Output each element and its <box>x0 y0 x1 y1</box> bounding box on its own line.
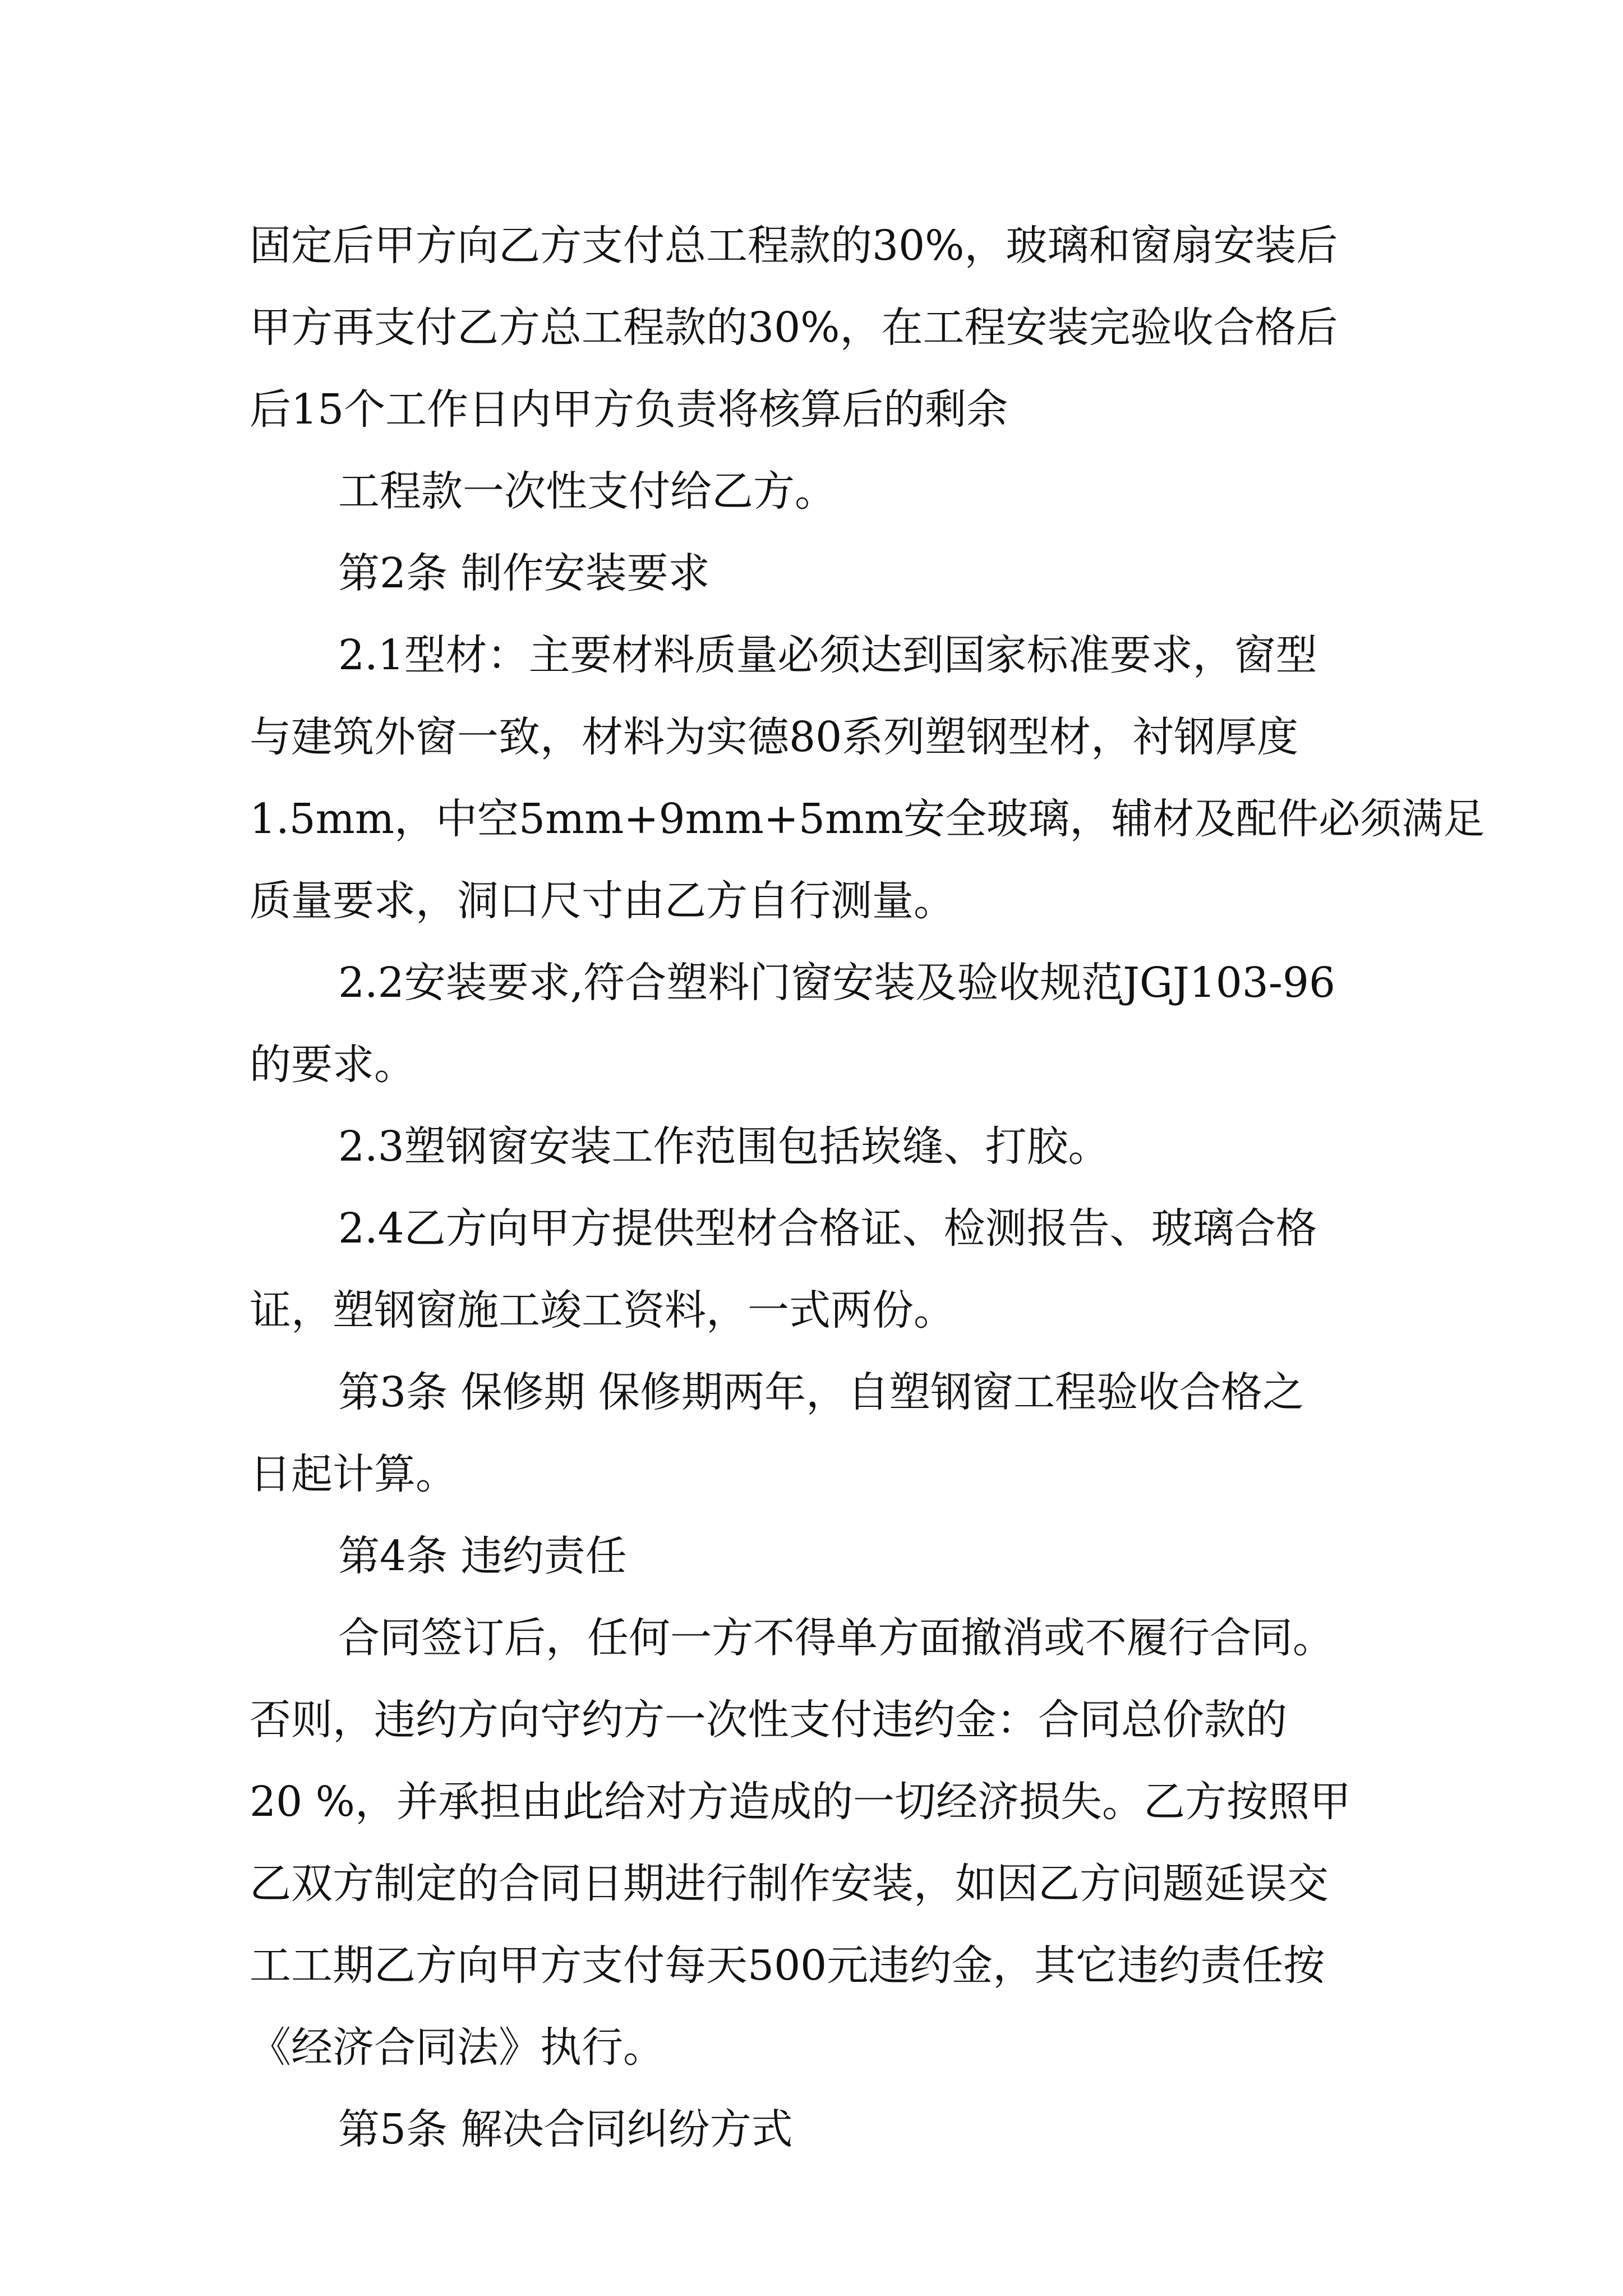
text-line: 否则，违约方向守约方一次性支付违约金：合同总价款的 <box>250 1696 1287 1744</box>
text-line: 与建筑外窗一致，材料为实德80系列塑钢型材，衬钢厚度 <box>250 713 1299 761</box>
text-line: 工程款一次性支付给乙方。 <box>338 467 836 516</box>
text-line: 2.1型材：主要材料质量必须达到国家标准要求，窗型 <box>338 631 1317 679</box>
text-line: 质量要求，洞口尺寸由乙方自行测量。 <box>250 877 955 925</box>
text-line: 20 %，并承担由此给对方造成的一切经济损失。乙方按照甲 <box>250 1778 1351 1826</box>
text-line: 2.3塑钢窗安装工作范围包括崁缝、打胶。 <box>338 1122 1110 1171</box>
text-line: 工工期乙方向甲方支付每天500元违约金，其它违约责任按 <box>250 1941 1325 1990</box>
text-line: 2.2安装要求,符合塑料门窗安装及验收规范JGJ103-96 <box>338 959 1336 1007</box>
section-heading: 第4条 违约责任 <box>338 1532 627 1580</box>
text-line: 《经济合同法》执行。 <box>250 2023 665 2072</box>
section-heading: 第3条 保修期 保修期两年，自塑钢窗工程验收合格之 <box>338 1368 1304 1416</box>
text-line: 乙双方制定的合同日期进行制作安装，如因乙方问题延误交 <box>250 1860 1329 1908</box>
text-line: 固定后甲方向乙方支付总工程款的30%，玻璃和窗扇安装后 <box>250 222 1338 270</box>
text-line: 证，塑钢窗施工竣工资料，一式两份。 <box>250 1286 955 1335</box>
text-line: 日起计算。 <box>250 1450 457 1498</box>
text-line: 甲方再支付乙方总工程款的30%，在工程安装完验收合格后 <box>250 303 1338 352</box>
text-line: 1.5mm，中空5mm+9mm+5mm安全玻璃，辅材及配件必须满足 <box>250 795 1485 843</box>
text-line: 的要求。 <box>250 1041 416 1089</box>
section-heading: 第5条 解决合同纠纷方式 <box>338 2105 793 2154</box>
text-line: 合同签订后，任何一方不得单方面撤消或不履行合同。 <box>338 1614 1334 1662</box>
document-body <box>250 205 1485 2170</box>
text-line: 后15个工作日内甲方负责将核算后的剩余 <box>250 385 1008 434</box>
section-heading: 第2条 制作安装要求 <box>338 549 710 597</box>
text-line: 2.4乙方向甲方提供型材合格证、检测报告、玻璃合格 <box>338 1204 1317 1253</box>
